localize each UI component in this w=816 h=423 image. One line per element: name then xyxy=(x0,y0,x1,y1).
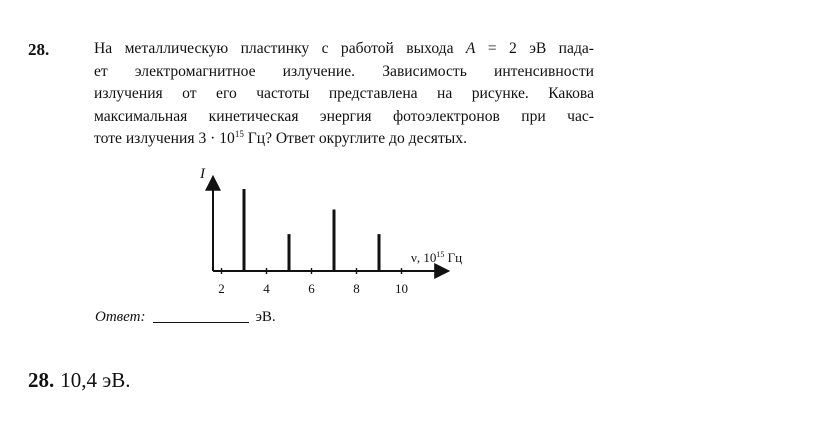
x-tick-label: 8 xyxy=(353,281,360,296)
problem-line-2: ет электромагнитное излучение. Зависимость интенсивности xyxy=(94,62,594,80)
y-axis-label: I xyxy=(200,166,205,182)
problem-line-1: На металлическую пластинку с работой выхода A = 2 эВ пада- xyxy=(94,40,594,57)
problem-line-3: излучения от его частоты представлена на рисунке. Какова xyxy=(94,85,594,102)
x-tick-label: 4 xyxy=(263,281,270,296)
problem-line-5: тоте излучения $3 \cdot 10^{15}$ Гц? Ответ округлите до десятых. xyxy=(94,129,467,147)
answer-blank[interactable] xyxy=(153,308,249,323)
solution-number: 28. xyxy=(28,368,55,392)
answer-label: Ответ: xyxy=(95,309,146,325)
solution-row xyxy=(28,368,131,393)
problem-line-4: максимальная кинетическая энергия фотоэлектронов при час- xyxy=(94,107,594,125)
x-tick-label: 10 xyxy=(395,281,408,296)
answer-row xyxy=(95,308,276,326)
solution-text: 10,4 эВ. xyxy=(60,368,131,392)
x-tick-label: 6 xyxy=(308,281,315,296)
x-tick-label: 2 xyxy=(218,281,225,296)
answer-unit: эВ. xyxy=(255,309,276,325)
problem-number: 28. xyxy=(28,40,50,59)
x-axis-label: ν, $10^{15}$ Гц xyxy=(411,250,463,265)
